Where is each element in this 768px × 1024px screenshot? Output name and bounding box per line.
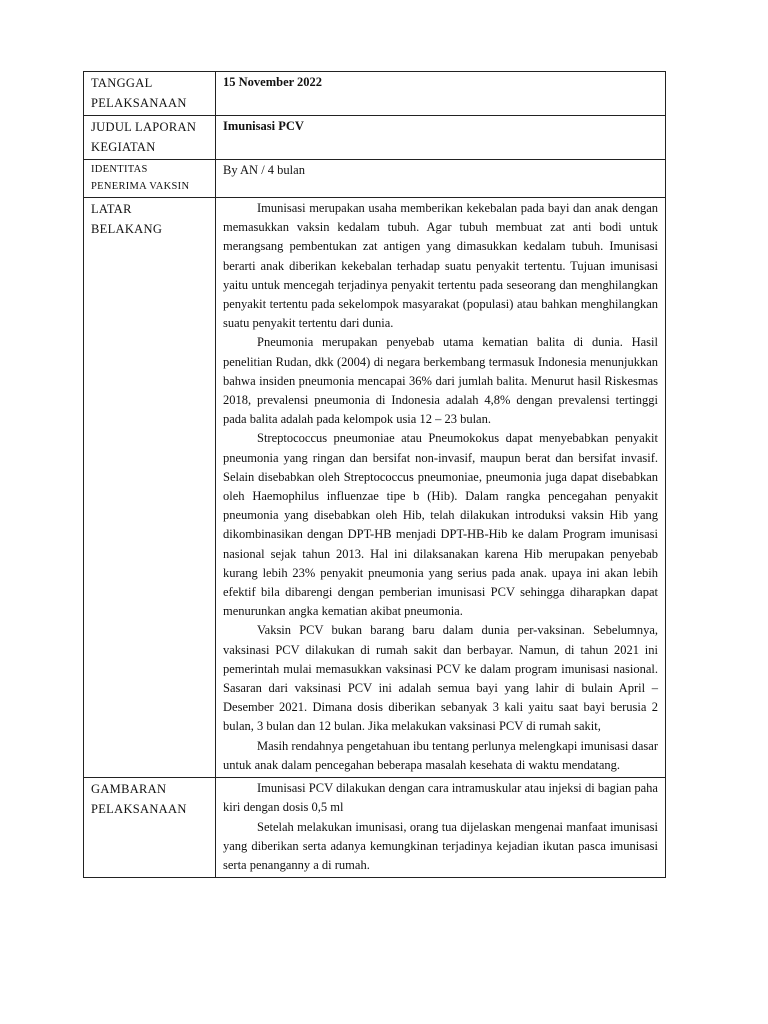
paragraph: Setelah melakukan imunisasi, orang tua dijelaskan mengenai manfaat imunisasi yang diberikan serta adanya kemungkinan terjadinya kejadian ikutan pasca imunisasi serta penanganny a di rumah. — [223, 819, 658, 872]
row-tanggal — [84, 72, 666, 116]
label-latar-belakang: LATAR BELAKANG — [91, 202, 163, 236]
paragraph: Imunisasi PCV dilakukan dengan cara intramuskular atau injeksi di bagian paha kiri dengan dosis 0,5 ml — [223, 781, 658, 815]
label-gambaran-pelaksanaan: GAMBARAN PELAKSANAAN — [91, 782, 187, 817]
value-identitas: By AN / 4 bulan — [223, 163, 305, 177]
paragraph: Masih rendahnya pengetahuan ibu tentang perlunya melengkapi imunisasi dasar untuk anak dalam pencegahan beberapa masalah kesehata di waktu mendatang. — [223, 738, 658, 772]
row-identitas — [84, 160, 666, 198]
row-latar-belakang — [84, 198, 666, 778]
label-judul: JUDUL LAPORAN KEGIATAN — [91, 120, 197, 154]
report-table — [83, 71, 666, 878]
value-judul: Imunisasi PCV — [223, 119, 304, 133]
row-judul — [84, 116, 666, 160]
row-gambaran-pelaksanaan — [84, 778, 666, 878]
latar-belakang-body — [216, 198, 665, 777]
label-identitas: IDENTITAS PENERIMA VAKSIN — [91, 164, 190, 192]
label-tanggal: TANGGAL PELAKSANAAN — [91, 76, 187, 110]
paragraph: Imunisasi merupakan usaha memberikan kekebalan pada bayi dan anak dengan memasukkan vaksin kedalam tubuh. Agar tubuh membuat zat anti bodi untuk merangsang pembentukan zat antigen yang dimasukkan kedalam tubuh. Imunisasi berarti anak diberikan kekebalan terhadap suatu penyakit tertentu. Tujuan imunisasi yaitu untuk mencegah terjadinya penyakit tertentu pada seseorang dan menghilangkan penyakit tertentu pada sekelompok masyarakat (populasi) atau bahkan menghilangkan suatu penyakit tertentu dari dunia. — [223, 201, 658, 331]
paragraph: Vaksin PCV bukan barang baru dalam dunia per-vaksinan. Sebelumnya, vaksinasi PCV dilakukan di rumah sakit dan berbayar. Namun, di tahun 2021 ini pemerintah mulai memasukkan vaksinasi PCV ke dalam program imunisasi nasional. Sasaran dari vaksinasi PCV ini adalah semua bayi yang lahir di bulain April – Desember 2021. Dimana dosis diberikan sebanyak 3 kali yaitu saat bayi berusia 2 bulan, 3 bulan dan 12 bulan. Jika melakukan vaksinasi PCV di rumah sakit, — [223, 623, 658, 734]
paragraph: Pneumonia merupakan penyebab utama kematian balita di dunia. Hasil penelitian Rudan, dkk (2004) di negara berkembang termasuk Indonesia menunjukkan bahwa insiden pneumonia mencapai 36% dari jumlah balita. Menurut hasil Riskesmas 2018, prevalensi pneumonia di Indonesia adalah 4,8% dengan prevalensi tertinggi pada balita adalah pada kelompok usia 12 – 23 bulan. — [223, 335, 658, 427]
gambaran-pelaksanaan-body — [216, 778, 665, 877]
paragraph: Streptococcus pneumoniae atau Pneumokokus dapat menyebabkan penyakit pneumonia yang ringan dan bersifat non-invasif, maupun berat dan bersifat invasif. Selain disebabkan oleh Streptococcus pneumoniae, pneumonia juga dapat disebabkan oleh Haemophilus influenzae tipe b (Hib). Dalam rangka pencegahan penyakit pneumonia yang disebabkan oleh Hib, telah dilakukan introduksi vaksin Hib yang dikombinasikan dengan DPT-HB menjadi DPT-HB-Hib ke dalam Program imunisasi nasional sejak tahun 2013. Hal ini dilaksanakan karena Hib merupakan penyebab kurang lebih 23% penyakit pneumonia yang serius pada anak. upaya ini akan lebih efektif bila dibarengi dengan pemberian imunisasi PCV sehingga diharapkan dapat menurunkan angka kematian akibat pneumonia. — [223, 431, 658, 619]
value-tanggal: 15 November 2022 — [223, 75, 323, 89]
